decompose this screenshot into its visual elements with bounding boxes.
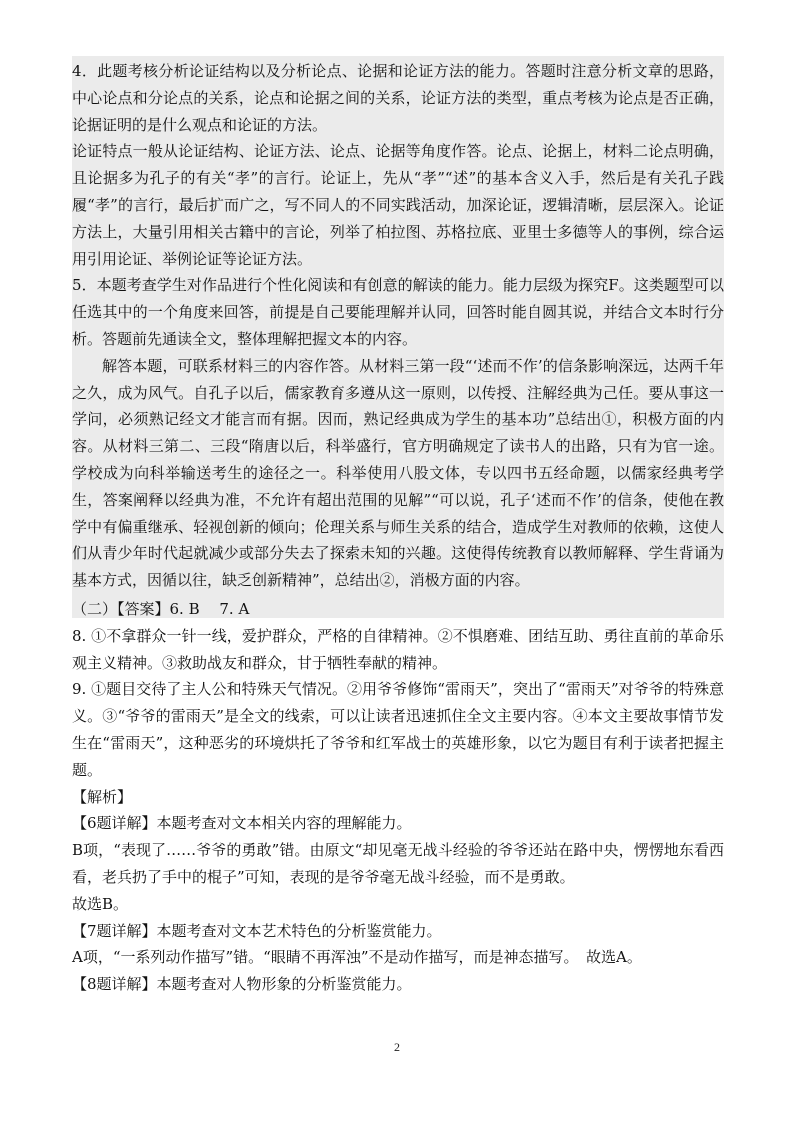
- answer-q9: 9. ①题目交待了主人公和特殊天气情况。②用爷爷修饰“雷雨天”，突出了“雷雨天”对爷爷的特殊意义。③“爷爷的雷雨天”是全文的线索，可以让读者迅速抓住全文主要内容。④本文主要故事情节发生在“雷雨天”，这种恶劣的环境烘托了爷爷和红军战士的英雄形象，以它为题目有利于读者把握主题。: [72, 680, 724, 779]
- answer-q8: 8. ①不拿群众一针一线，爱护群众，严格的自律精神。②不惧磨难、团结互助、勇往直前的革命乐观主义精神。③救助战友和群众，甘于牺牲奉献的精神。: [72, 626, 724, 672]
- q6-choice: 故选B。: [72, 894, 129, 913]
- q7-body: A项，“一系列动作描写”错。“眼睛不再浑浊”不是动作描写，而是神态描写。 故选A。: [72, 948, 642, 967]
- document-body: [72, 58, 724, 998]
- q6-body: B项，“表现了……爷爷的勇敢”错。由原文“却见毫无战斗经验的爷爷还站在路中央，愣愣地东看西看，老兵扔了手中的棍子”可知，表现的是爷爷毫无战斗经验，而不是勇敢。: [72, 841, 724, 886]
- analysis-label: 【解析】: [72, 787, 133, 806]
- q6-heading: 【6题详解】本题考查对文本相关内容的理解能力。: [72, 814, 412, 833]
- paragraph-argument-features: 论证特点一般从论证结构、论证方法、论点、论据等角度作答。论点、论据上，材料二论点明确，且论据多为孔子的有关“孝”的言行。论证上，先从“孝”“述”的基本含义入手，然后是有关孔子践履“孝”的言行，最后扩而广之，写不同人的不同实践活动，加深论证，逻辑清晰，层层深入。论证方法上，大量引用相关古籍中的言论，列举了柏拉图、苏格拉底、亚里士多德等人的事例，综合运用引用论证、举例论证等论证方法。: [72, 142, 724, 268]
- page-number: 2: [394, 1040, 400, 1054]
- paragraph-q5-analysis: 5．本题考查学生对作品进行个性化阅读和有创意的解读的能力。能力层级为探究F。这类题型可以任选其中的一个角度来回答，前提是自己要能理解并认同，回答时能自圆其说，并结合文本时行分析。答题前先通读全文，整体理解把握文本的内容。: [72, 276, 724, 348]
- paragraph-q5-answer: 解答本题，可联系材料三的内容作答。从材料三第一段“‘述而不作’的信条影响深远，达两千年之久，成为风气。自孔子以后，儒家教育多遵从这一原则，以传授、注解经典为己任。要从事这一学问，必须熟记经文才能言而有据。因而，熟记经典成为学生的基本功”总结出①，积极方面的内容。从材料三第二、三段“隋唐以后，科举盛行，官方明确规定了读书人的出路，只有为官一途。学校成为向科举输送考生的途径之一。科举使用八股文体，专以四书五经命题，以儒家经典考学生，答案阐释以经典为准，不允许有超出范围的见解”“可以说，孔子‘述而不作’的信条，使他在教学中有偏重继承、轻视创新的倾向；伦理关系与师生关系的结合，造成学生对教师的依赖，这使人们从青少年时代起就减少或部分失去了探索未知的兴趣。这使得传统教育以教师解释、学生背诵为基本方式，因循以往，缺乏创新精神”，总结出②，消极方面的内容。: [72, 356, 724, 590]
- q8-heading: 【8题详解】本题考查对人物形象的分析鉴赏能力。: [72, 975, 412, 994]
- answers-heading: （二）【答案】6. B 7. A: [72, 599, 250, 618]
- q7-heading: 【7题详解】本题考查对文本艺术特色的分析鉴赏能力。: [72, 921, 442, 940]
- paragraph-q4-analysis: 4．此题考核分析论证结构以及分析论点、论据和论证方法的能力。答题时注意分析文章的思路，中心论点和分论点的关系，论点和论据之间的关系，论证方法的类型，重点考核为论点是否正确，论据证明的是什么观点和论证的方法。: [72, 62, 724, 134]
